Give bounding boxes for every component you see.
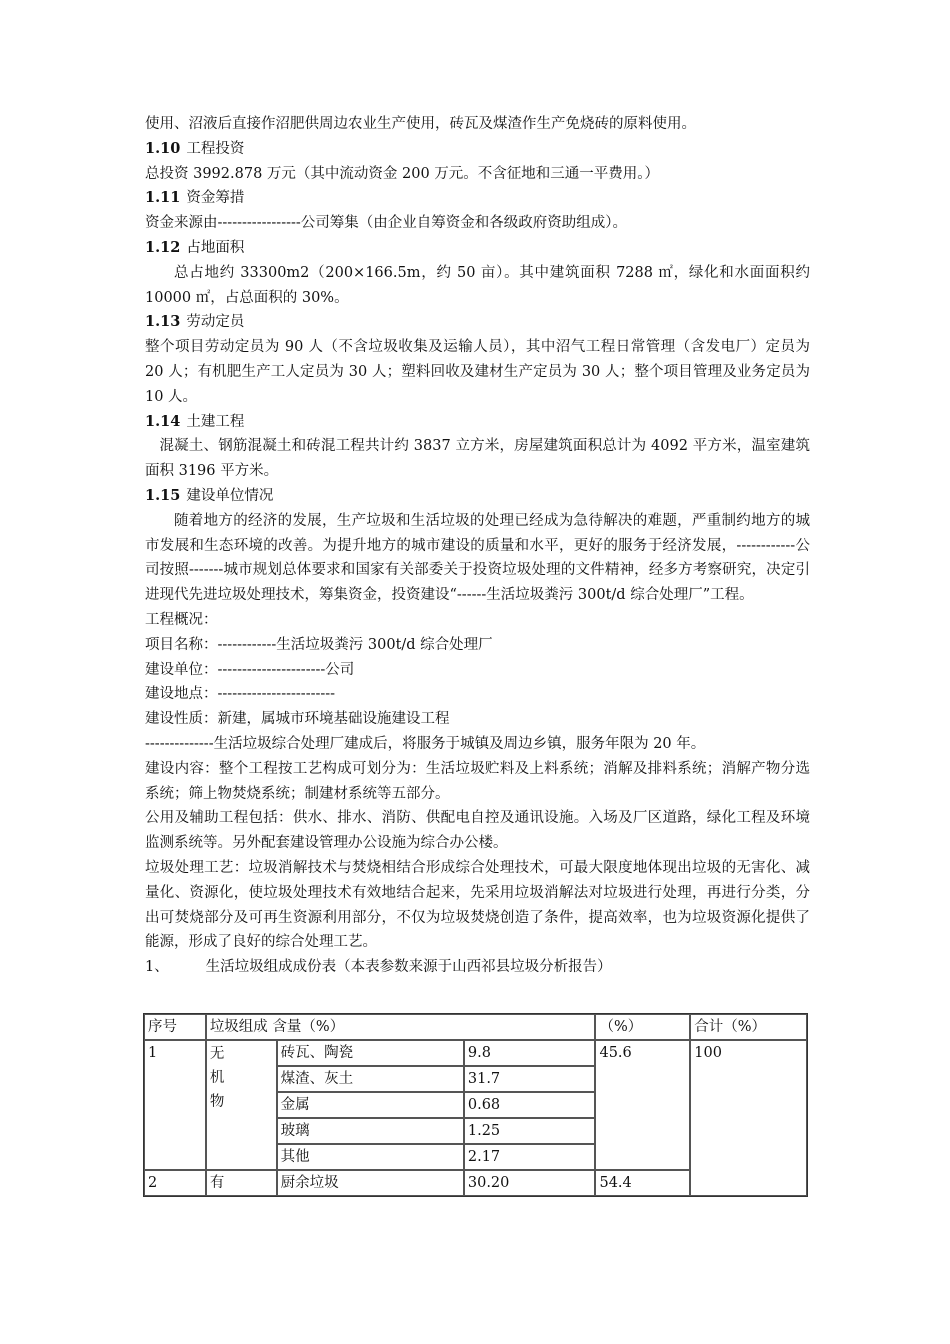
treatment-process: 垃圾处理工艺：垃圾消解技术与焚烧相结合形成综合处理技术，可最大限度地体现出垃圾的无害化、减量化、资源化，使垃圾处理技术有效地结合起来，先采用垃圾消解法对垃圾进行处理，再进行分类，分出可焚烧部分及可再生资源利用部分，不仅为垃圾焚烧创造了条件，提高效率，也为垃圾资源化提供了能源，形成了良好的综合处理工艺。 — [145, 859, 810, 951]
table-cell: 1.25 — [464, 1118, 596, 1144]
construction-site: 建设地点：------------------------ — [145, 686, 336, 703]
section-title: 土建工程 — [186, 413, 245, 430]
table-cell: 1 — [144, 1040, 206, 1170]
table-cell: 2 — [144, 1170, 206, 1196]
table-cell: 0.68 — [464, 1092, 596, 1118]
section-title: 劳动定员 — [186, 314, 245, 331]
section-number: 1.11 — [145, 189, 181, 207]
composition-table — [143, 1013, 808, 1197]
section-title: 工程投资 — [186, 140, 245, 157]
table-cell: 煤渣、灰土 — [277, 1066, 464, 1092]
category-cell — [206, 1040, 277, 1170]
paragraph: 总占地约 33300m2（200×166.5m，约 50 亩）。其中建筑面积 7288 ㎡，绿化和水面面积约 10000 ㎡，占总面积的 30%。 — [145, 264, 810, 306]
category-char: 无 — [209, 1046, 225, 1062]
section-number: 1.12 — [145, 238, 181, 256]
construction-content: 建设内容：整个工程按工艺构成可划分为：生活垃圾贮料及上料系统；消解及排料系统；消解产物分选系统；筛上物焚烧系统；制建材系统等五部分。 — [145, 760, 810, 802]
section-number: 1.15 — [145, 486, 181, 504]
category-cell: 有 — [206, 1170, 277, 1196]
table-cell: 厨余垃圾 — [277, 1170, 464, 1196]
table-title: 1、 生活垃圾组成成份表（本表参数来源于山西祁县垃圾分析报告） — [145, 959, 612, 976]
section-number: 1.13 — [145, 313, 181, 331]
paragraph: 资金来源由-----------------公司筹集（由企业自筹资金和各级政府资助组成）。 — [145, 215, 628, 232]
table-cell: 45.6 — [595, 1040, 690, 1170]
section-heading-1-14 — [145, 410, 810, 435]
section-title: 建设单位情况 — [186, 487, 274, 504]
table-cell: 54.4 — [595, 1170, 690, 1196]
table-row — [144, 1040, 807, 1066]
header-cell: 序号 — [144, 1014, 206, 1040]
section-number: 1.10 — [145, 139, 181, 157]
table-cell: 砖瓦、陶瓷 — [277, 1040, 464, 1066]
table-cell: 31.7 — [464, 1066, 596, 1092]
paragraph: 混凝土、钢筋混凝土和砖混工程共计约 3837 立方米，房屋建筑面积总计为 4092 平方米，温室建筑面积 3196 平方米。 — [145, 438, 810, 480]
header-cell: 垃圾组成 含量（%） — [206, 1014, 596, 1040]
section-heading-1-10 — [145, 137, 810, 162]
project-name: 项目名称：------------生活垃圾粪污 300t/d 综合处理厂 — [145, 636, 493, 653]
header-cell: （%） — [595, 1014, 690, 1040]
section-heading-1-15 — [145, 484, 810, 509]
paragraph: 随着地方的经济的发展，生产垃圾和生活垃圾的处理已经成为急待解决的难题，严重制约地方的城市发展和生态环境的改善。为提升地方的城市建设的质量和水平，更好的服务于经济发展，------------公司按照-------城市规划总体要求和国家有关部委关于投资垃圾处理的文件精神，经多方考察研究，决定引进现代先进垃圾处理技术，筹集资金，投资建设“------生活垃圾粪污 300t/d 综合处理厂”工程。 — [145, 512, 810, 604]
paragraph: 总投资 3992.878 万元（其中流动资金 200 万元。不含征地和三通一平费用。） — [145, 165, 660, 182]
section-heading-1-12 — [145, 236, 810, 261]
service-scope: --------------生活垃圾综合处理厂建成后，将服务于城镇及周边乡镇，服务年限为 20 年。 — [145, 735, 706, 752]
table-cell: 9.8 — [464, 1040, 596, 1066]
table-cell: 其他 — [277, 1144, 464, 1170]
section-heading-1-13 — [145, 310, 810, 335]
construction-unit: 建设单位：----------------------公司 — [145, 661, 355, 678]
table-cell: 玻璃 — [277, 1118, 464, 1144]
table-cell: 2.17 — [464, 1144, 596, 1170]
table-header-row — [144, 1014, 807, 1040]
category-char: 物 — [209, 1094, 225, 1110]
table-cell: 30.20 — [464, 1170, 596, 1196]
paragraph: 整个项目劳动定员为 90 人（不含垃圾收集及运输人员），其中沼气工程日常管理（含发电厂）定员为 20 人；有机肥生产工人定员为 30 人；塑料回收及建材生产定员为 30 人；整个项目管理及业务定员为 10 人。 — [145, 339, 810, 405]
table-cell: 金属 — [277, 1092, 464, 1118]
category-char: 机 — [209, 1070, 225, 1086]
document-body — [145, 112, 810, 980]
overview-label: 工程概况： — [145, 611, 218, 628]
section-heading-1-11 — [145, 186, 810, 211]
section-title: 占地面积 — [186, 239, 245, 256]
public-works: 公用及辅助工程包括：供水、排水、消防、供配电自控及通讯设施。入场及厂区道路，绿化工程及环境监测系统等。另外配套建设管理办公设施为综合办公楼。 — [145, 810, 810, 852]
construction-nature: 建设性质：新建，属城市环境基础设施建设工程 — [145, 711, 450, 728]
paragraph: 使用、沼液后直接作沼肥供周边农业生产使用，砖瓦及煤渣作生产免烧砖的原料使用。 — [145, 116, 696, 132]
table-cell: 100 — [690, 1040, 807, 1196]
header-cell: 合计（%） — [690, 1014, 807, 1040]
section-number: 1.14 — [145, 412, 181, 430]
section-title: 资金筹措 — [186, 190, 245, 207]
